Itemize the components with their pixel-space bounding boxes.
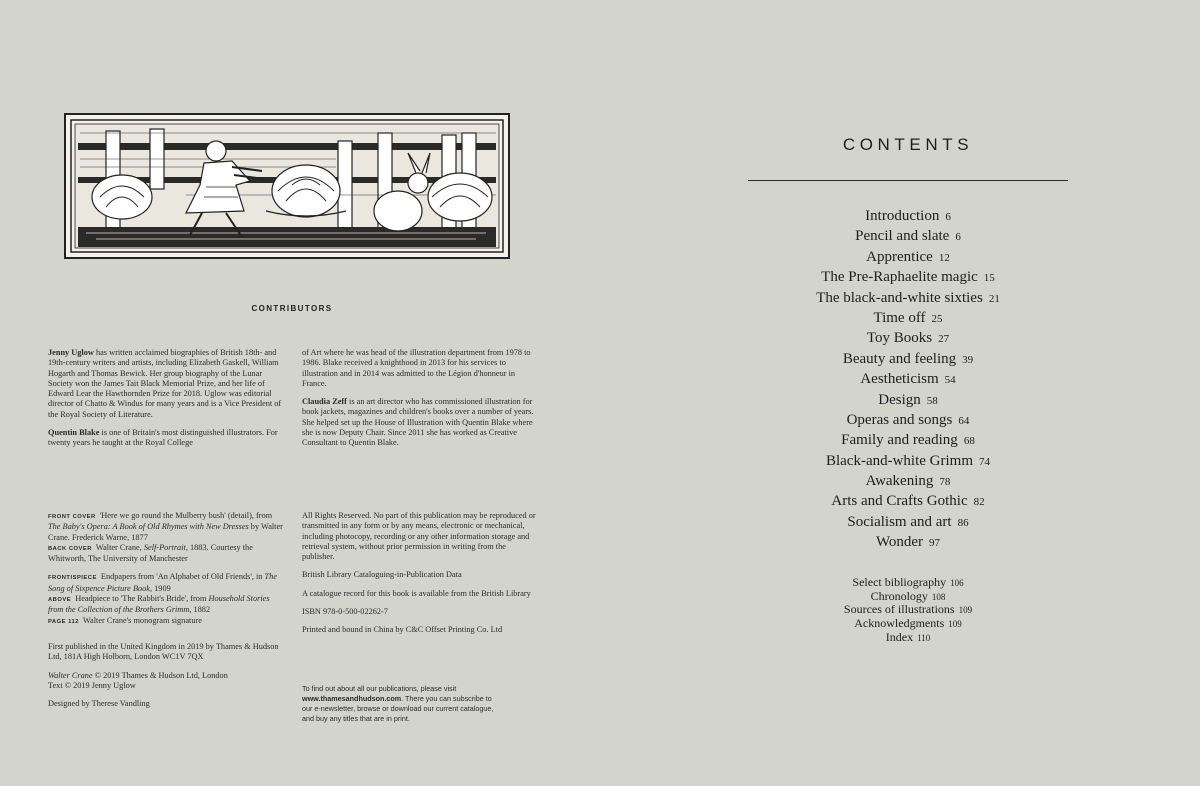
toc-entry-title: Awakening <box>865 473 934 490</box>
toc-entry-title: Arts and Crafts Gothic <box>831 493 968 510</box>
contents-divider <box>748 180 1068 181</box>
bio-text: is an art director who has commissioned illustration for book jackets, magazines and children's books over a number of years. She helped set up the House of Illustration with Quentin Blake where she is now Deputy Chair. Since 2011 she has worked as Creative Consultant to Quentin Blake. <box>302 397 534 448</box>
toc-entry-page: 58 <box>926 394 938 407</box>
toc-entry-page: 6 <box>945 211 951 223</box>
toc-entry <box>748 390 1068 410</box>
bio-blake-continued: of Art where he was head of the illustration department from 1978 to 1986. Blake received a knighthood in 2013 for his services to illustration and in 2014 was admitted to the Légion d'honneur in France. <box>302 348 531 388</box>
toc-entry-page: 78 <box>939 476 951 489</box>
toc-entry <box>748 512 1068 532</box>
toc-entry <box>748 430 1068 450</box>
text-copyright: Text © 2019 Jenny Uglow <box>48 680 136 690</box>
credit-label: BACK COVER <box>48 545 92 552</box>
credit-label: PAGE 112 <box>48 618 79 625</box>
toc-entry-page: 74 <box>979 455 991 468</box>
toc-entry-page: 25 <box>931 312 943 325</box>
right-page <box>600 0 1200 786</box>
copyright <box>48 671 286 692</box>
cover-credits <box>48 511 286 564</box>
toc-entry <box>748 532 1068 552</box>
bio-zeff <box>302 397 540 448</box>
designed-by: Designed by Therese Vandling <box>48 699 150 709</box>
contributors-column-right <box>302 348 540 457</box>
contributors-column-left <box>48 348 286 457</box>
toc-entry-page: 108 <box>931 591 946 602</box>
toc-entry <box>748 576 1068 590</box>
catalogue-record: A catalogue record for this book is available from the British Library <box>302 588 531 598</box>
toc-entry-title: Acknowledgments <box>854 616 945 631</box>
toc-entry <box>748 328 1068 348</box>
toc-main-list <box>748 206 1068 553</box>
imprint <box>48 642 286 717</box>
image-credits <box>48 511 286 635</box>
toc-entry-page: 68 <box>963 435 975 448</box>
toc-entry <box>748 617 1068 631</box>
copyright-text: © 2019 Thames & Hudson Ltd, London <box>92 670 228 680</box>
toc-entry-title: Sources of illustrations <box>843 602 955 617</box>
headpiece-illustration <box>64 113 510 259</box>
printed-in: Printed and bound in China by C&C Offset Printing Co. Ltd <box>302 625 503 635</box>
toc-entry-page: 15 <box>983 272 995 285</box>
toc-entry-page: 39 <box>962 353 974 366</box>
contents-title: CONTENTS <box>842 135 974 154</box>
first-published: First published in the United Kingdom in 2019 by Thames & Hudson Ltd, 181A High Holborn, London WC1V 7QX <box>48 642 279 662</box>
bio-name: Claudia Zeff <box>302 397 347 407</box>
toc-entry-title: Family and reading <box>841 432 958 449</box>
toc-entry <box>748 349 1068 369</box>
toc-entry-title: Time off <box>873 309 926 326</box>
toc-entry-title: Operas and songs <box>846 411 953 428</box>
toc-entry-title: Aestheticism <box>860 371 939 388</box>
credit-label: FRONT COVER <box>48 514 96 520</box>
toc-entry <box>748 491 1068 511</box>
credit-text: Walter Crane's monogram signature <box>80 615 202 625</box>
toc-entry-page: 106 <box>950 578 964 588</box>
toc-entry-title: Index <box>885 629 914 644</box>
toc-entry-page: 12 <box>938 251 950 264</box>
toc-entry-title: Design <box>878 391 921 408</box>
bio-blake <box>48 428 286 449</box>
toc-entry-title: Toy Books <box>866 330 933 347</box>
credit-text: 'Here we go round the Mulberry bush' (detail), from <box>97 511 273 520</box>
credit-text: , 1909 <box>150 583 171 593</box>
credit-label: FRONTISPIECE <box>48 575 97 582</box>
toc-entry-page: 64 <box>958 414 970 427</box>
bio-text: is one of Britain's most distinguished illustrators. For twenty years he taught at the Royal College <box>48 428 278 448</box>
toc-entry-page: 6 <box>955 231 961 244</box>
toc-entry <box>748 369 1068 389</box>
toc-entry-title: The Pre-Raphaelite magic <box>821 269 978 286</box>
credit-label: ABOVE <box>48 597 72 604</box>
toc-entry <box>748 603 1068 617</box>
credit-title: The Song of Sixpence Picture Book <box>48 572 277 593</box>
credit-title: The Baby's Opera: A Book of Old Rhymes with New Dresses <box>48 522 249 532</box>
toc-entry-page: 110 <box>917 632 931 643</box>
toc-entry-title: Pencil and slate <box>855 228 950 245</box>
credit-text: Endpapers from 'An Alphabet of Old Friends', in <box>98 572 265 582</box>
toc-entry-title: Apprentice <box>866 248 933 265</box>
toc-entry-page: 54 <box>944 374 956 387</box>
toc-entry-title: The black-and-white sixties <box>816 289 983 306</box>
publisher-url[interactable]: www.thamesandhudson.com <box>302 694 402 703</box>
toc-entry <box>748 226 1068 246</box>
contributors-heading: CONTRIBUTORS <box>251 304 333 313</box>
bio-uglow <box>48 348 286 420</box>
credit-text: , 1883. Courtesy the Whitworth, The University of Manchester <box>48 542 253 564</box>
toc-entry-title: Select bibliography <box>852 575 947 589</box>
credit-title: Household Stories from the Collection of the Brothers Grimm <box>48 594 270 615</box>
cip-data: British Library Cataloguing-in-Publication Data <box>302 570 462 580</box>
toc-entry-page: 82 <box>973 496 985 509</box>
book-title: Walter Crane <box>48 670 93 680</box>
find-out-text: To find out about all our publications, please visit <box>302 684 457 693</box>
rights-notice <box>302 511 540 644</box>
isbn: ISBN 978-0-500-02262-7 <box>302 607 388 617</box>
toc-entry-page: 109 <box>948 619 962 630</box>
bio-name: Quentin Blake <box>48 428 100 438</box>
toc-entry <box>748 247 1068 267</box>
find-out-text: . There you can subscribe to our e-newsletter, browse or download our current catalogue, and buy any titles that are in print. <box>302 694 494 723</box>
toc-entry-page: 97 <box>929 537 941 550</box>
bio-name: Jenny Uglow <box>48 348 94 357</box>
toc-entry <box>748 267 1068 287</box>
publisher-info <box>302 684 502 724</box>
toc-entry-title: Chronology <box>870 588 928 603</box>
toc-entry-page: 21 <box>988 292 1000 305</box>
credit-text: by Walter Crane. Frederick Warne, 1877 <box>48 522 283 542</box>
toc-entry-page: 86 <box>957 516 969 529</box>
toc-entry-page: 109 <box>958 605 973 616</box>
credit-title: Self-Portrait <box>143 542 186 552</box>
toc-entry-title: Beauty and feeling <box>842 350 957 367</box>
interior-credits <box>48 572 286 626</box>
toc-entry <box>748 590 1068 604</box>
toc-entry <box>748 410 1068 430</box>
credit-text: , 1882 <box>189 605 211 615</box>
toc-entry <box>748 451 1068 471</box>
credit-text: Headpiece to 'The Rabbit's Bride', from <box>73 594 209 604</box>
rights-reserved: All Rights Reserved. No part of this publication may be reproduced or transmitted in any form or by any means, electronic or mechanical, including photocopy, recording or any other information storage and retrieval system, without prior permission in writing from the publisher. <box>302 511 536 562</box>
toc-entry-page: 27 <box>938 333 950 346</box>
toc-entry <box>748 206 1068 226</box>
toc-entry <box>748 308 1068 328</box>
toc-back-matter-list <box>748 576 1068 644</box>
toc-entry-title: Wonder <box>875 534 924 551</box>
toc-entry-title: Introduction <box>865 208 940 224</box>
toc-entry <box>748 471 1068 491</box>
toc-entry-title: Socialism and art <box>847 513 952 530</box>
toc-entry-title: Black-and-white Grimm <box>825 452 974 469</box>
bio-text: has written acclaimed biographies of British 18th- and 19th-century writers and artists, including Elizabeth Gaskell, William Hogarth and Thomas Bewick. Her group biography of the Lunar Society won the James Tait Black Memorial Prize, and her life of Edward Lear the Hawthornden Prize for 2018. Uglow was editorial director of Chatto & Windus for many years and is a Vice President of the Royal Society of Literature. <box>48 348 282 419</box>
toc-entry <box>748 631 1068 645</box>
rabbit-garden-engraving <box>66 115 508 257</box>
toc-entry <box>748 288 1068 308</box>
credit-text: Walter Crane, <box>93 542 144 552</box>
